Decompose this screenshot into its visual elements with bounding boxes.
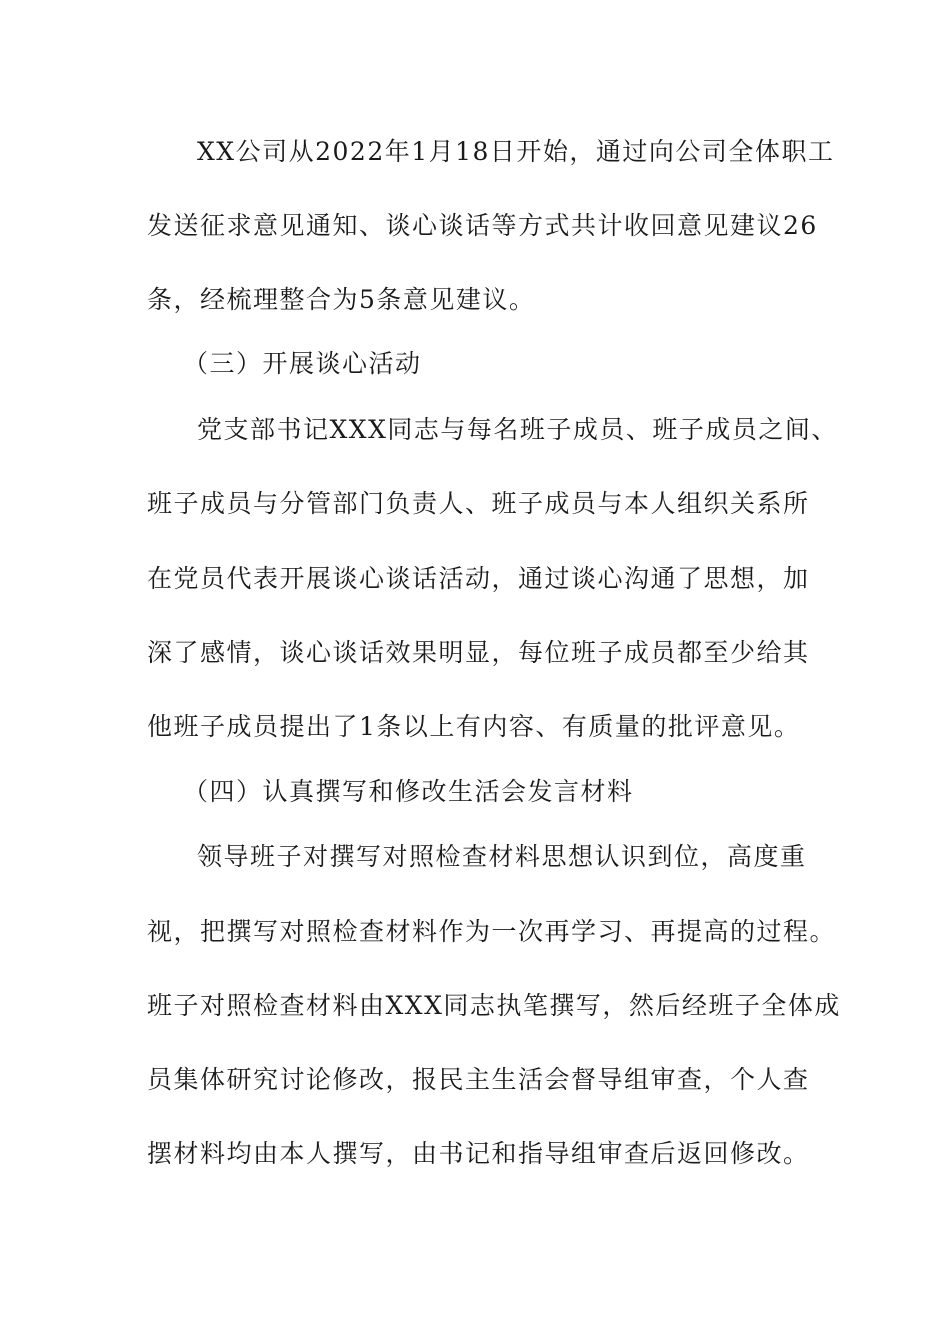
paragraph-line: 发送征求意见通知、谈心谈话等方式共计收回意见建议26 xyxy=(147,211,818,240)
paragraph-line: 条，经梳理整合为5条意见建议。 xyxy=(147,285,536,314)
paragraph-line: 摆材料均由本人撰写，由书记和指导组审查后返回修改。 xyxy=(147,1139,810,1168)
paragraph-line: 班子成员与分管部门负责人、班子成员与本人组织关系所 xyxy=(147,489,810,518)
paragraph-line: 领导班子对撰写对照检查材料思想认识到位，高度重 xyxy=(197,842,807,871)
paragraph-line: 深了感情，谈心谈话效果明显，每位班子成员都至少给其 xyxy=(147,638,810,667)
paragraph-line: 视，把撰写对照检查材料作为一次再学习、再提高的过程。 xyxy=(147,917,837,946)
section-heading: （四）认真撰写和修改生活会发言材料 xyxy=(183,777,634,806)
paragraph-line: 员集体研究讨论修改，报民主生活会督导组审查，个人查 xyxy=(147,1065,810,1094)
paragraph-line: XX公司从2022年1月18日开始，通过向公司全体职工 xyxy=(197,137,835,166)
paragraph-line: 党支部书记XXX同志与每名班子成员、班子成员之间、 xyxy=(197,415,838,444)
paragraph-line: 班子对照检查材料由XXX同志执笔撰写，然后经班子全体成 xyxy=(147,991,841,1020)
paragraph-line: 他班子成员提出了1条以上有内容、有质量的批评意见。 xyxy=(147,712,801,741)
section-heading: （三）开展谈心活动 xyxy=(183,349,422,378)
paragraph-line: 在党员代表开展谈心谈话活动，通过谈心沟通了思想，加 xyxy=(147,564,810,593)
